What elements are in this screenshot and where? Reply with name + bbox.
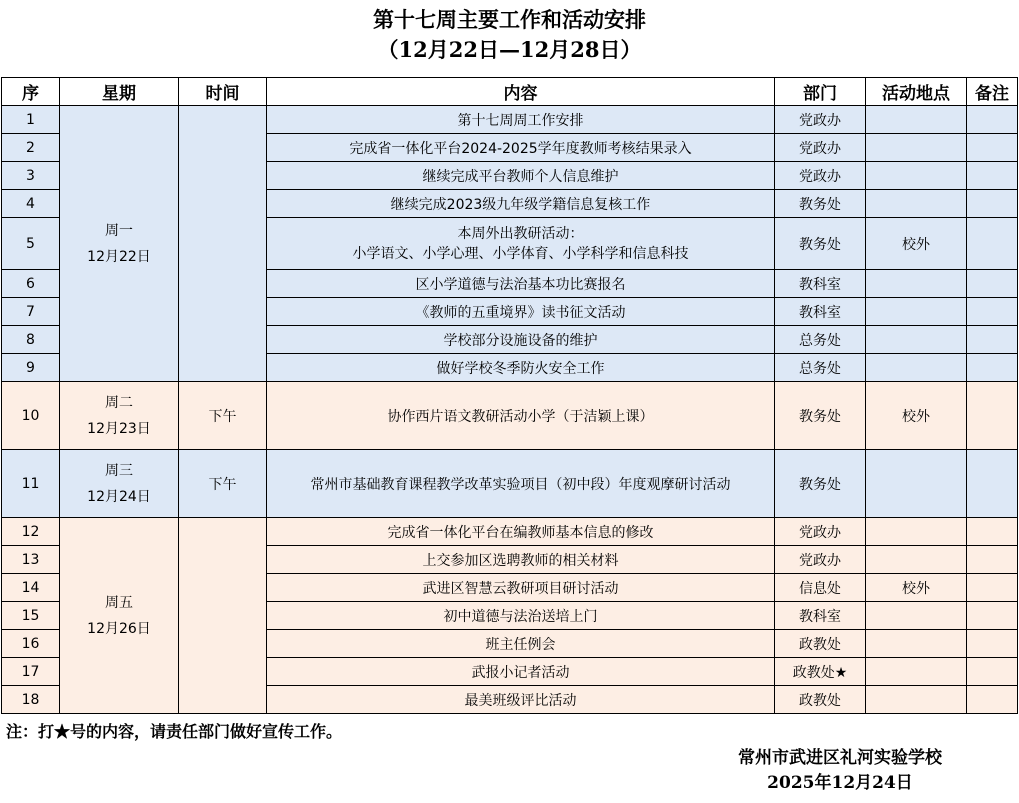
row-place [866, 686, 967, 714]
row-remark [967, 658, 1018, 686]
row-no: 17 [2, 658, 60, 686]
row-dept: 政教处 [775, 630, 866, 658]
row-place [866, 326, 967, 354]
row-content: 班主任例会 [267, 630, 775, 658]
row-dept: 教务处 [775, 382, 866, 450]
row-place [866, 298, 967, 326]
row-dept: 总务处 [775, 354, 866, 382]
row-remark [967, 270, 1018, 298]
row-place [866, 190, 967, 218]
row-dept: 教科室 [775, 270, 866, 298]
row-place [866, 658, 967, 686]
day-date: 12月22日 [87, 248, 151, 265]
row-no: 12 [2, 518, 60, 546]
row-dept: 政教处★ [775, 658, 866, 686]
row-no: 18 [2, 686, 60, 714]
row-remark [967, 106, 1018, 134]
row-remark [967, 382, 1018, 450]
table-row [2, 382, 1018, 450]
row-dept: 总务处 [775, 326, 866, 354]
table-header-row [2, 78, 1018, 106]
row-place: 校外 [866, 574, 967, 602]
row-remark [967, 190, 1018, 218]
row-remark [967, 354, 1018, 382]
row-no: 8 [2, 326, 60, 354]
row-content: 完成省一体化平台2024-2025学年度教师考核结果录入 [267, 134, 775, 162]
footnote: 注：打★号的内容，请责任部门做好宣传工作。 [6, 722, 343, 741]
day-cell-friday [60, 518, 179, 714]
content-line-1: 本周外出教研活动： [457, 225, 584, 242]
row-no: 10 [2, 382, 60, 450]
row-remark [967, 298, 1018, 326]
row-no: 6 [2, 270, 60, 298]
table-row [2, 450, 1018, 518]
row-content: 上交参加区选聘教师的相关材料 [267, 546, 775, 574]
header-no: 序 [2, 78, 60, 106]
row-dept: 教科室 [775, 298, 866, 326]
header-remark: 备注 [967, 78, 1018, 106]
row-remark [967, 162, 1018, 190]
row-time: 下午 [179, 450, 267, 518]
row-remark [967, 518, 1018, 546]
row-place [866, 270, 967, 298]
day-date: 12月26日 [87, 620, 151, 637]
row-content: 最美班级评比活动 [267, 686, 775, 714]
row-remark [967, 450, 1018, 518]
row-no: 14 [2, 574, 60, 602]
row-dept: 教务处 [775, 218, 866, 270]
header-dept: 部门 [775, 78, 866, 106]
row-content: 武报小记者活动 [267, 658, 775, 686]
row-dept: 教务处 [775, 190, 866, 218]
day-cell-wednesday [60, 450, 179, 518]
row-place [866, 518, 967, 546]
row-content: 武进区智慧云教研项目研讨活动 [267, 574, 775, 602]
row-dept: 党政办 [775, 518, 866, 546]
row-remark [967, 546, 1018, 574]
row-content [267, 218, 775, 270]
row-dept: 政教处 [775, 686, 866, 714]
row-no: 3 [2, 162, 60, 190]
row-no: 9 [2, 354, 60, 382]
row-place [866, 630, 967, 658]
page-title: 第十七周主要工作和活动安排 [373, 7, 646, 32]
row-remark [967, 630, 1018, 658]
row-remark [967, 602, 1018, 630]
header-time: 时间 [179, 78, 267, 106]
content-line-2: 小学语文、小学心理、小学体育、小学科学和信息科技 [352, 245, 689, 262]
row-content: 做好学校冬季防火安全工作 [267, 354, 775, 382]
row-place: 校外 [866, 218, 967, 270]
schedule-table [1, 77, 1018, 714]
row-content: 继续完成2023级九年级学籍信息复核工作 [267, 190, 775, 218]
row-no: 11 [2, 450, 60, 518]
row-dept: 党政办 [775, 106, 866, 134]
issue-date: 2025年12月24日 [767, 773, 913, 793]
row-content: 《教师的五重境界》读书征文活动 [267, 298, 775, 326]
row-remark [967, 326, 1018, 354]
row-dept: 党政办 [775, 162, 866, 190]
row-no: 13 [2, 546, 60, 574]
row-dept: 信息处 [775, 574, 866, 602]
row-place [866, 450, 967, 518]
day-cell-tuesday [60, 382, 179, 450]
school-name: 常州市武进区礼河实验学校 [738, 748, 942, 768]
row-no: 1 [2, 106, 60, 134]
row-time: 下午 [179, 382, 267, 450]
row-content: 学校部分设施设备的维护 [267, 326, 775, 354]
day-name: 周一 [105, 222, 133, 239]
row-no: 16 [2, 630, 60, 658]
row-remark [967, 218, 1018, 270]
row-place [866, 106, 967, 134]
row-content: 常州市基础教育课程教学改革实验项目（初中段）年度观摩研讨活动 [267, 450, 775, 518]
row-dept: 教务处 [775, 450, 866, 518]
row-place [866, 354, 967, 382]
row-content: 区小学道德与法治基本功比赛报名 [267, 270, 775, 298]
row-dept: 党政办 [775, 546, 866, 574]
header-place: 活动地点 [866, 78, 967, 106]
row-remark [967, 686, 1018, 714]
table-row [2, 106, 1018, 134]
time-cell-monday [179, 106, 267, 382]
row-remark [967, 134, 1018, 162]
row-dept: 教科室 [775, 602, 866, 630]
row-content: 初中道德与法治送培上门 [267, 602, 775, 630]
day-date: 12月23日 [87, 420, 151, 437]
time-cell-friday [179, 518, 267, 714]
day-name: 周三 [105, 462, 133, 479]
row-content: 协作西片语文教研活动小学（于洁颖上课） [267, 382, 775, 450]
day-name: 周二 [105, 394, 133, 411]
row-content: 继续完成平台教师个人信息维护 [267, 162, 775, 190]
table-row [2, 518, 1018, 546]
row-no: 5 [2, 218, 60, 270]
row-place [866, 602, 967, 630]
page-subtitle: （12月22日—12月28日） [377, 37, 642, 62]
row-content: 完成省一体化平台在编教师基本信息的修改 [267, 518, 775, 546]
row-no: 2 [2, 134, 60, 162]
day-name: 周五 [105, 594, 133, 611]
day-date: 12月24日 [87, 488, 151, 505]
row-no: 4 [2, 190, 60, 218]
row-place [866, 546, 967, 574]
row-place [866, 134, 967, 162]
row-place: 校外 [866, 382, 967, 450]
header-content: 内容 [267, 78, 775, 106]
row-dept: 党政办 [775, 134, 866, 162]
row-remark [967, 574, 1018, 602]
row-no: 7 [2, 298, 60, 326]
row-content: 第十七周周工作安排 [267, 106, 775, 134]
header-weekday: 星期 [60, 78, 179, 106]
row-place [866, 162, 967, 190]
day-cell-monday [60, 106, 179, 382]
row-no: 15 [2, 602, 60, 630]
